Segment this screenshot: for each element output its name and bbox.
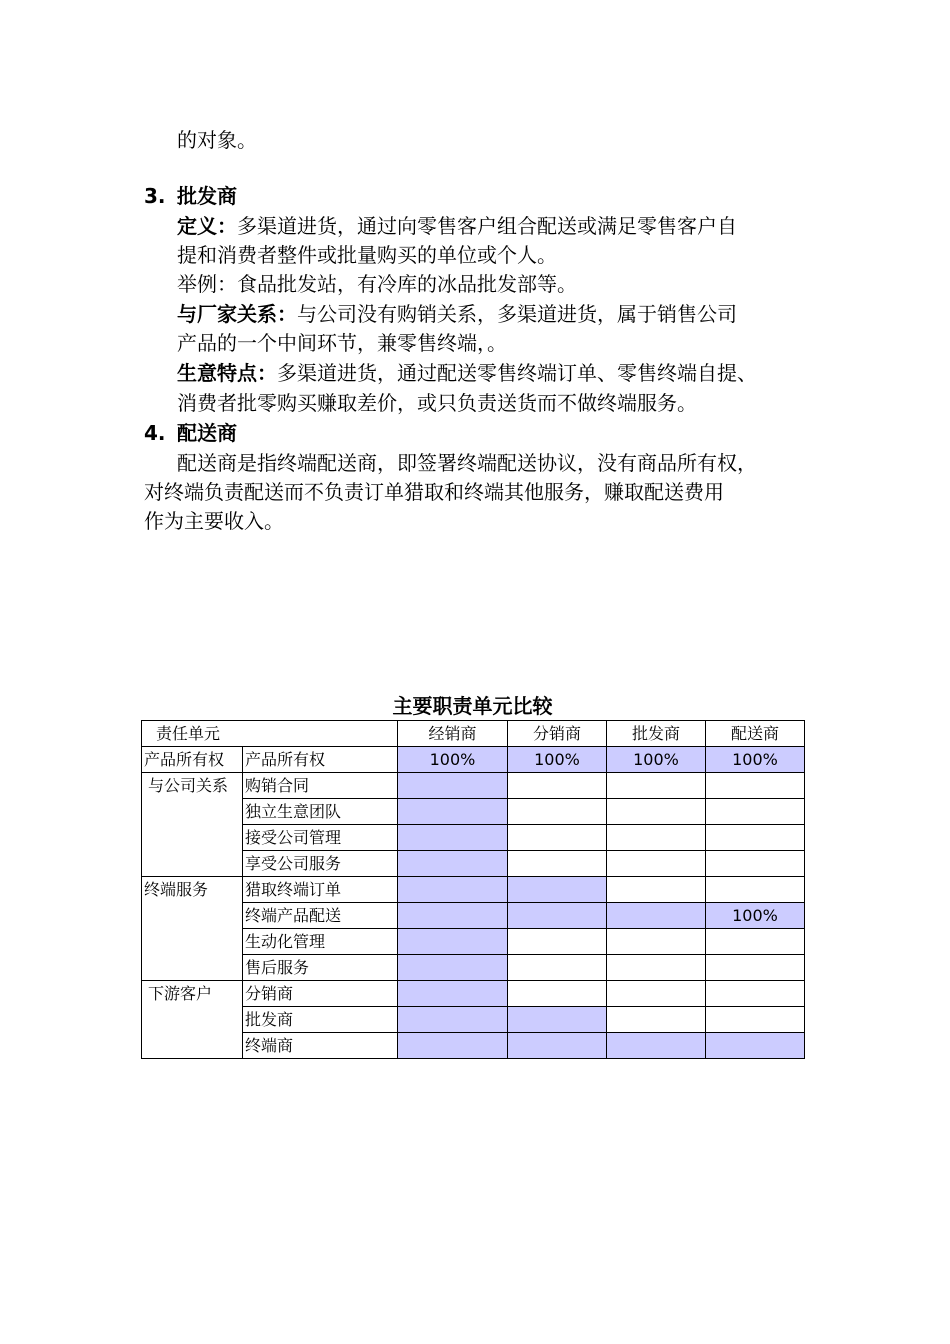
value-cell: [508, 773, 607, 799]
value-cell: [508, 1007, 607, 1033]
value-cell: [607, 929, 706, 955]
section-3-example: 举例：食品批发站，有冷库的冰品批发部等。: [177, 272, 577, 296]
item-cell: 终端产品配送: [243, 903, 398, 929]
value-cell: [607, 903, 706, 929]
value-cell: [706, 799, 805, 825]
value-cell: [607, 773, 706, 799]
table-row: [142, 903, 805, 929]
value-cell: [508, 955, 607, 981]
value-cell: [398, 877, 508, 903]
table-row: [142, 981, 805, 1007]
value-cell: [706, 851, 805, 877]
value-cell: [508, 903, 607, 929]
value-cell: 100%: [508, 747, 607, 773]
value-cell: [508, 851, 607, 877]
table-body: [142, 721, 805, 1059]
value-cell: [607, 1007, 706, 1033]
definition-label: 定义：: [177, 214, 237, 238]
table-row: [142, 1007, 805, 1033]
group-cell: [142, 825, 243, 851]
value-cell: [398, 1033, 508, 1059]
value-cell: [607, 877, 706, 903]
section-3-title: 批发商: [177, 184, 237, 208]
value-cell: [706, 1033, 805, 1059]
section-3-number: 3.: [144, 184, 166, 208]
value-cell: [706, 955, 805, 981]
table-header-row: [142, 721, 805, 747]
item-cell: 接受公司管理: [243, 825, 398, 851]
definition-text: 多渠道进货，通过向零售客户组合配送或满足零售客户自: [237, 214, 737, 238]
value-cell: [706, 981, 805, 1007]
value-cell: [398, 955, 508, 981]
value-cell: [607, 851, 706, 877]
value-cell: [706, 825, 805, 851]
value-cell: [706, 929, 805, 955]
group-cell: [142, 799, 243, 825]
group-cell: [142, 851, 243, 877]
value-cell: 100%: [398, 747, 508, 773]
item-cell: 终端商: [243, 1033, 398, 1059]
group-cell: [142, 955, 243, 981]
feature-label: 生意特点：: [177, 361, 277, 385]
table-row: [142, 955, 805, 981]
value-cell: [607, 981, 706, 1007]
value-cell: [398, 825, 508, 851]
value-cell: [508, 1033, 607, 1059]
group-cell: [142, 929, 243, 955]
value-cell: [398, 799, 508, 825]
item-cell: 批发商: [243, 1007, 398, 1033]
table-row: [142, 929, 805, 955]
group-cell: [142, 903, 243, 929]
section-4-title: 配送商: [177, 421, 237, 445]
value-cell: 100%: [706, 903, 805, 929]
group-cell: 产品所有权: [142, 747, 243, 773]
intro-tail: 的对象。: [177, 128, 257, 152]
value-cell: [508, 799, 607, 825]
header-unit: 责任单元: [142, 721, 398, 747]
table-row: [142, 799, 805, 825]
value-cell: 100%: [706, 747, 805, 773]
value-cell: [706, 877, 805, 903]
item-cell: 售后服务: [243, 955, 398, 981]
value-cell: [508, 929, 607, 955]
section-4-text-2: 对终端负责配送而不负责订单猎取和终端其他服务，赚取配送费用: [144, 480, 724, 504]
group-cell: 终端服务: [142, 877, 243, 903]
value-cell: [508, 981, 607, 1007]
duty-comparison-table: [141, 720, 805, 1059]
group-cell: 与公司关系: [142, 773, 243, 799]
section-4-text-1: 配送商是指终端配送商，即签署终端配送协议，没有商品所有权，: [177, 451, 757, 475]
header-sub-distributor: 分销商: [508, 721, 607, 747]
header-distributor: 经销商: [398, 721, 508, 747]
value-cell: [398, 851, 508, 877]
section-3-relation: [177, 301, 737, 327]
value-cell: [398, 903, 508, 929]
table-row: [142, 773, 805, 799]
table-row: [142, 851, 805, 877]
value-cell: [607, 1033, 706, 1059]
table-row: [142, 877, 805, 903]
group-cell: [142, 1007, 243, 1033]
section-3-definition: [177, 213, 737, 239]
item-cell: 猎取终端订单: [243, 877, 398, 903]
header-wholesaler: 批发商: [607, 721, 706, 747]
relation-label: 与厂家关系：: [177, 302, 297, 326]
item-cell: 独立生意团队: [243, 799, 398, 825]
value-cell: [398, 773, 508, 799]
section-3-feature-cont: 消费者批零购买赚取差价，或只负责送货而不做终端服务。: [177, 391, 697, 415]
section-4-number: 4.: [144, 421, 166, 445]
header-delivery: 配送商: [706, 721, 805, 747]
group-cell: [142, 1033, 243, 1059]
value-cell: [398, 929, 508, 955]
item-cell: 享受公司服务: [243, 851, 398, 877]
item-cell: 产品所有权: [243, 747, 398, 773]
value-cell: 100%: [607, 747, 706, 773]
section-3-feature: [177, 360, 757, 386]
feature-text: 多渠道进货，通过配送零售终端订单、零售终端自提、: [277, 361, 757, 385]
value-cell: [607, 799, 706, 825]
value-cell: [508, 825, 607, 851]
section-3-definition-cont: 提和消费者整件或批量购买的单位或个人。: [177, 243, 557, 267]
table-row: [142, 1033, 805, 1059]
value-cell: [706, 773, 805, 799]
value-cell: [607, 825, 706, 851]
group-cell: 下游客户: [142, 981, 243, 1007]
relation-text: 与公司没有购销关系，多渠道进货，属于销售公司: [297, 302, 737, 326]
value-cell: [508, 877, 607, 903]
value-cell: [398, 1007, 508, 1033]
table-title: 主要职责单元比较: [392, 694, 553, 718]
value-cell: [398, 981, 508, 1007]
section-3-relation-cont: 产品的一个中间环节，兼零售终端，。: [177, 331, 507, 355]
value-cell: [607, 955, 706, 981]
section-4-text-3: 作为主要收入。: [144, 509, 284, 533]
table-row: [142, 747, 805, 773]
item-cell: 购销合同: [243, 773, 398, 799]
value-cell: [706, 1007, 805, 1033]
table-row: [142, 825, 805, 851]
item-cell: 分销商: [243, 981, 398, 1007]
item-cell: 生动化管理: [243, 929, 398, 955]
